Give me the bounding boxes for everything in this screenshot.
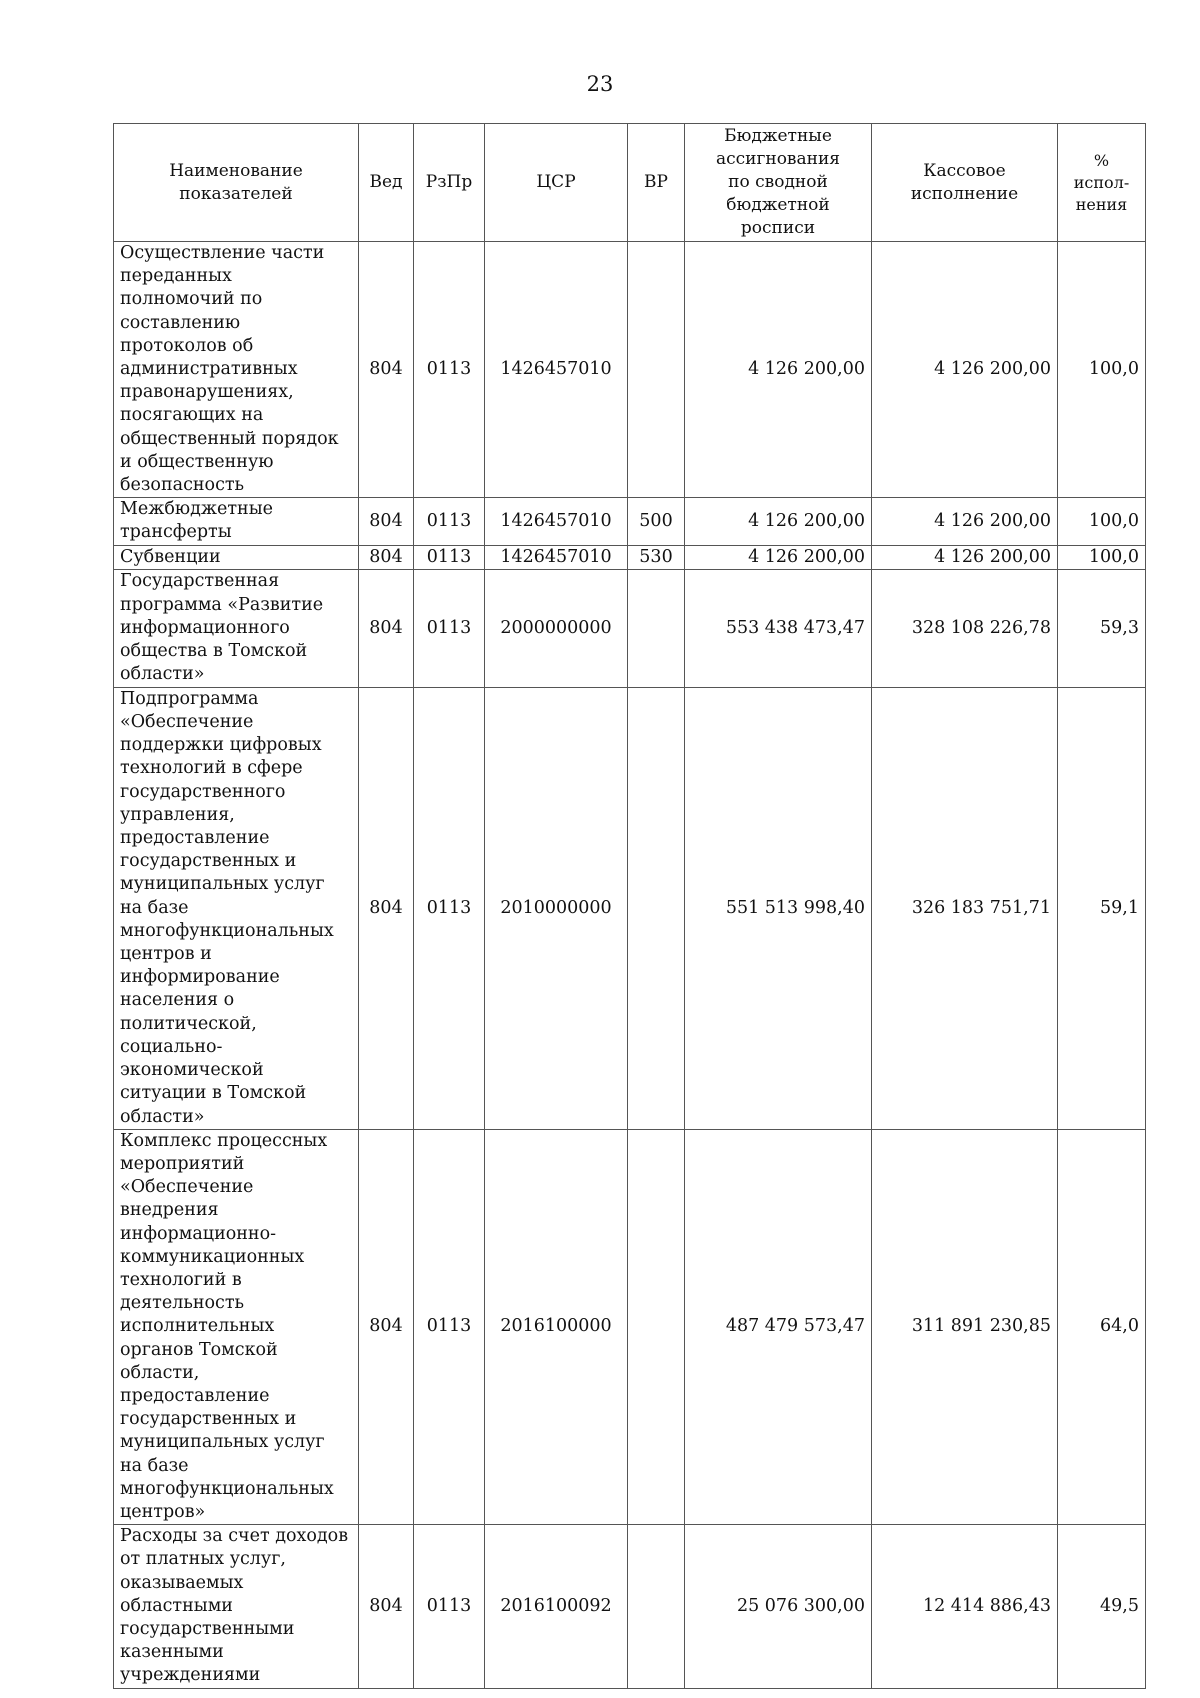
row-execution-percent: 100,0 (1058, 545, 1146, 569)
column-header-rzpr: РзПр (414, 124, 485, 242)
row-assignments: 25 076 300,00 (685, 1525, 872, 1688)
table-row (114, 1129, 1146, 1524)
column-header-execution-percent: % испол-нения (1058, 124, 1146, 242)
row-assignments: 4 126 200,00 (685, 242, 872, 498)
row-csr: 1426457010 (485, 498, 628, 545)
row-name: Государственная программа «Развитие информационного общества в Томской области» (114, 569, 359, 687)
column-header-cash-execution: Кассовое исполнение (872, 124, 1058, 242)
row-ved: 804 (359, 687, 414, 1129)
row-vr: 500 (628, 498, 685, 545)
row-ved: 804 (359, 569, 414, 687)
column-header-name: Наименование показателей (114, 124, 359, 242)
row-vr (628, 1129, 685, 1524)
row-assignments: 4 126 200,00 (685, 545, 872, 569)
row-execution-percent: 59,1 (1058, 687, 1146, 1129)
row-assignments: 487 479 573,47 (685, 1129, 872, 1524)
row-ved: 804 (359, 1129, 414, 1524)
row-cash-execution: 4 126 200,00 (872, 545, 1058, 569)
row-execution-percent: 100,0 (1058, 242, 1146, 498)
table-row (114, 498, 1146, 545)
row-rzpr: 0113 (414, 498, 485, 545)
row-name: Осуществление части переданных полномочий по составлению протоколов об административных правонарушениях, посягающих на общественный порядок и общественную безопасность (114, 242, 359, 498)
row-rzpr: 0113 (414, 545, 485, 569)
row-execution-percent: 64,0 (1058, 1129, 1146, 1524)
table-row (114, 1525, 1146, 1688)
row-csr: 2000000000 (485, 569, 628, 687)
column-header-vr: ВР (628, 124, 685, 242)
row-assignments: 553 438 473,47 (685, 569, 872, 687)
table-row (114, 242, 1146, 498)
row-cash-execution: 4 126 200,00 (872, 242, 1058, 498)
table-row (114, 687, 1146, 1129)
row-ved: 804 (359, 545, 414, 569)
column-header-assignments: Бюджетные ассигнования по сводной бюджетной росписи (685, 124, 872, 242)
row-csr: 1426457010 (485, 545, 628, 569)
column-header-ved: Вед (359, 124, 414, 242)
row-cash-execution: 328 108 226,78 (872, 569, 1058, 687)
row-name: Межбюджетные трансферты (114, 498, 359, 545)
row-name: Расходы за счет доходов от платных услуг, оказываемых областными государственными казенными учреждениями (114, 1525, 359, 1688)
row-rzpr: 0113 (414, 1129, 485, 1524)
row-ved: 804 (359, 498, 414, 545)
row-cash-execution: 12 414 886,43 (872, 1525, 1058, 1688)
row-rzpr: 0113 (414, 1525, 485, 1688)
row-rzpr: 0113 (414, 569, 485, 687)
row-assignments: 551 513 998,40 (685, 687, 872, 1129)
row-execution-percent: 49,5 (1058, 1525, 1146, 1688)
row-cash-execution: 326 183 751,71 (872, 687, 1058, 1129)
row-vr (628, 687, 685, 1129)
row-vr: 530 (628, 545, 685, 569)
row-ved: 804 (359, 242, 414, 498)
table-row (114, 545, 1146, 569)
table-row (114, 569, 1146, 687)
row-vr (628, 1525, 685, 1688)
row-rzpr: 0113 (414, 687, 485, 1129)
row-execution-percent: 100,0 (1058, 498, 1146, 545)
row-ved: 804 (359, 1525, 414, 1688)
row-assignments: 4 126 200,00 (685, 498, 872, 545)
page-number: 23 (586, 72, 614, 96)
row-name: Комплекс процессных мероприятий «Обеспечение внедрения информационно-коммуникационных технологий в деятельность исполнительных органов Томской области, предоставление государственных и муниципальных услуг на базе многофункциональных центров» (114, 1129, 359, 1524)
row-cash-execution: 311 891 230,85 (872, 1129, 1058, 1524)
row-vr (628, 242, 685, 498)
row-cash-execution: 4 126 200,00 (872, 498, 1058, 545)
row-name: Субвенции (114, 545, 359, 569)
row-csr: 2016100092 (485, 1525, 628, 1688)
row-rzpr: 0113 (414, 242, 485, 498)
row-csr: 1426457010 (485, 242, 628, 498)
row-vr (628, 569, 685, 687)
table-header-row (114, 124, 1146, 242)
row-csr: 2010000000 (485, 687, 628, 1129)
row-execution-percent: 59,3 (1058, 569, 1146, 687)
column-header-csr: ЦСР (485, 124, 628, 242)
row-csr: 2016100000 (485, 1129, 628, 1524)
budget-execution-table (113, 123, 1146, 1689)
row-name: Подпрограмма «Обеспечение поддержки цифровых технологий в сфере государственного управления, предоставление государственных и муниципальных услуг на базе многофункциональных центров и информирование населения о политической, социально-экономической ситуации в Томской области» (114, 687, 359, 1129)
